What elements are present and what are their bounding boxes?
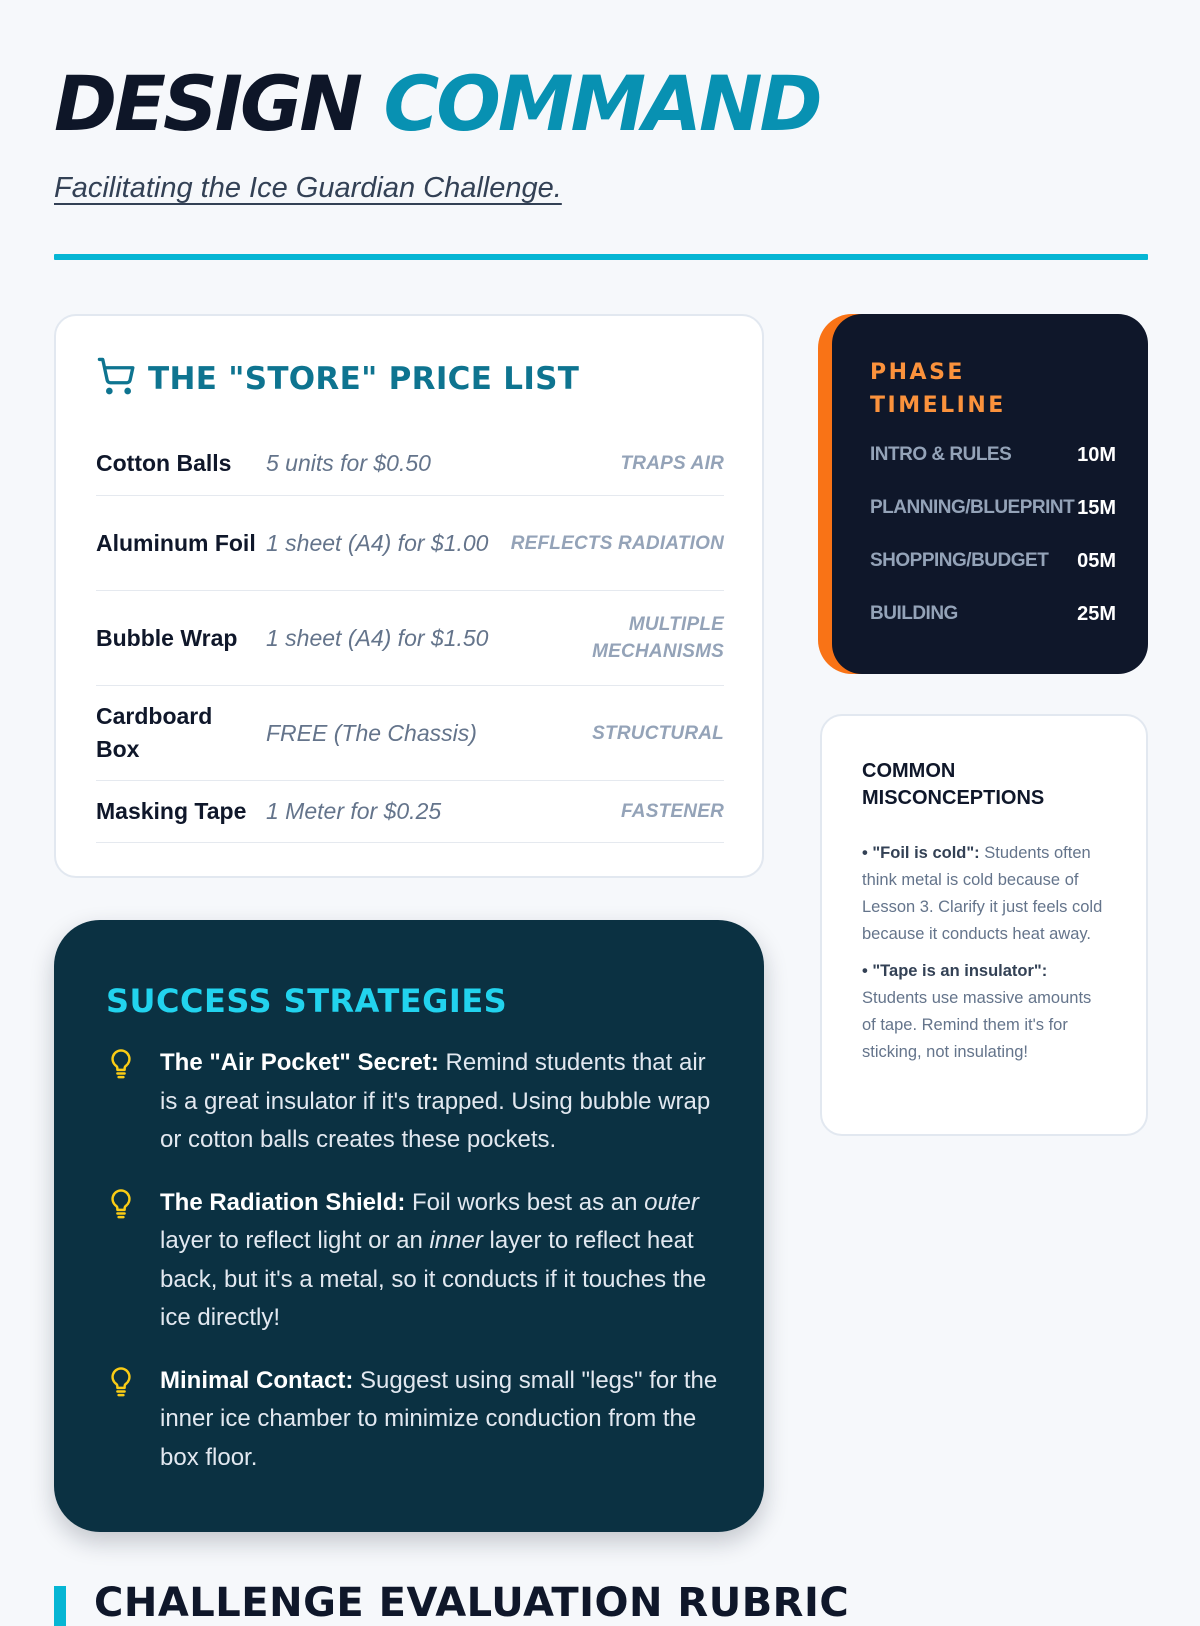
strategy-body: layer to reflect light or an: [160, 1227, 430, 1254]
strategy-body: layer to reflect heat back, but it's a metal, so it conducts if it touches the ice directly!: [160, 1227, 707, 1331]
store-price-list-card: [54, 314, 764, 878]
phase-timeline-card: [818, 314, 1148, 674]
misconception-heading: • "Tape is an insulator":: [862, 962, 1048, 980]
price-item-tag: STRUCTURAL: [592, 722, 724, 744]
strategy-body: Suggest using small "legs" for the inner ice chamber to minimize conduction from the box floor.: [160, 1366, 718, 1471]
misconception-item: [862, 958, 1108, 1066]
misconception-body: Students often think metal is cold because of Lesson 3. Clarify it just feels cold because it conducts heat away.: [862, 844, 1103, 943]
misconceptions-card: [820, 714, 1148, 1136]
title-part-command: COMMAND: [383, 59, 820, 148]
timeline-row: [870, 550, 1116, 603]
cart-icon: [96, 356, 136, 401]
price-item-cost: 1 Meter for $0.25: [266, 798, 442, 824]
strategy-heading: The Radiation Shield:: [160, 1188, 406, 1216]
strategies-title: SUCCESS STRATEGIES: [106, 982, 508, 1020]
page-title: [54, 59, 820, 148]
timeline-row: [870, 497, 1116, 550]
price-item-cost: 1 sheet (A4) for $1.50: [266, 624, 489, 651]
strategy-body: Foil works best as an: [405, 1188, 645, 1216]
strategy-heading: Minimal Contact:: [160, 1366, 354, 1394]
strategies-list: [106, 1044, 726, 1501]
phase-timeline-panel: [832, 314, 1148, 674]
price-item-name: Masking Tape: [96, 798, 247, 824]
phase-label: PLANNING/BLUEPRINT: [870, 497, 1075, 518]
price-item-tag: MULTIPLE MECHANISMS: [592, 614, 724, 662]
misconception-heading: • "Foil is cold":: [862, 844, 980, 862]
price-item-name: Cardboard Box: [96, 703, 213, 762]
price-item-tag: REFLECTS RADIATION: [510, 532, 724, 554]
phase-duration: 25M: [1077, 603, 1116, 625]
lightbulb-icon: [106, 1362, 160, 1478]
price-list: [96, 432, 724, 843]
header-divider: [54, 254, 1148, 260]
strategy-item: [106, 1184, 726, 1338]
lightbulb-icon: [106, 1044, 160, 1160]
lightbulb-icon: [106, 1184, 160, 1338]
price-row: [96, 591, 724, 686]
price-item-tag: FASTENER: [621, 801, 724, 822]
success-strategies-card: [54, 920, 764, 1532]
phase-duration: 15M: [1077, 497, 1116, 519]
price-row: [96, 432, 724, 496]
rubric-title: CHALLENGE EVALUATION RUBRIC: [94, 1580, 850, 1626]
timeline-title: PHASE TIMELINE: [870, 360, 1006, 418]
rubric-accent-bar: [54, 1586, 66, 1626]
page: [54, 0, 1148, 1626]
strategy-text: [160, 1184, 726, 1338]
strategy-emphasis: outer: [644, 1188, 699, 1216]
phase-label: INTRO & RULES: [870, 444, 1012, 465]
title-part-design: DESIGN: [54, 59, 361, 148]
store-header: [96, 356, 579, 401]
strategy-emphasis: inner: [429, 1227, 483, 1254]
strategy-heading: The "Air Pocket" Secret:: [160, 1049, 439, 1076]
price-item-name: Aluminum Foil: [96, 529, 256, 556]
timeline-row: [870, 603, 1116, 656]
price-item-name: Bubble Wrap: [96, 624, 238, 651]
strategy-text: [160, 1044, 726, 1160]
price-item-name: Cotton Balls: [96, 450, 232, 476]
store-title: THE "STORE" PRICE LIST: [148, 360, 580, 397]
page-subtitle: Facilitating the Ice Guardian Challenge.: [54, 172, 562, 204]
strategy-item: [106, 1044, 726, 1160]
timeline-row: [870, 444, 1116, 497]
price-item-cost: 1 sheet (A4) for $1.00: [266, 529, 489, 556]
phase-duration: 10M: [1077, 444, 1116, 466]
strategy-item: [106, 1362, 726, 1478]
price-item-cost: 5 units for $0.50: [266, 450, 431, 476]
price-row: [96, 781, 724, 843]
price-row: [96, 496, 724, 591]
price-item-cost: FREE (The Chassis): [266, 719, 477, 746]
price-row: [96, 686, 724, 781]
phase-duration: 05M: [1077, 550, 1116, 572]
price-item-tag: TRAPS AIR: [620, 453, 724, 474]
misconception-body: Students use massive amounts of tape. Remind them it's for sticking, not insulating!: [862, 989, 1092, 1061]
misconception-item: [862, 840, 1108, 948]
phase-label: SHOPPING/BUDGET: [870, 550, 1049, 571]
phase-label: BUILDING: [870, 603, 958, 624]
strategy-text: [160, 1362, 726, 1478]
strategy-body: Remind students that air is a great insulator if it's trapped. Using bubble wrap or cotton balls creates these pockets.: [160, 1049, 711, 1153]
misconceptions-title: COMMON MISCONCEPTIONS: [862, 760, 1045, 809]
